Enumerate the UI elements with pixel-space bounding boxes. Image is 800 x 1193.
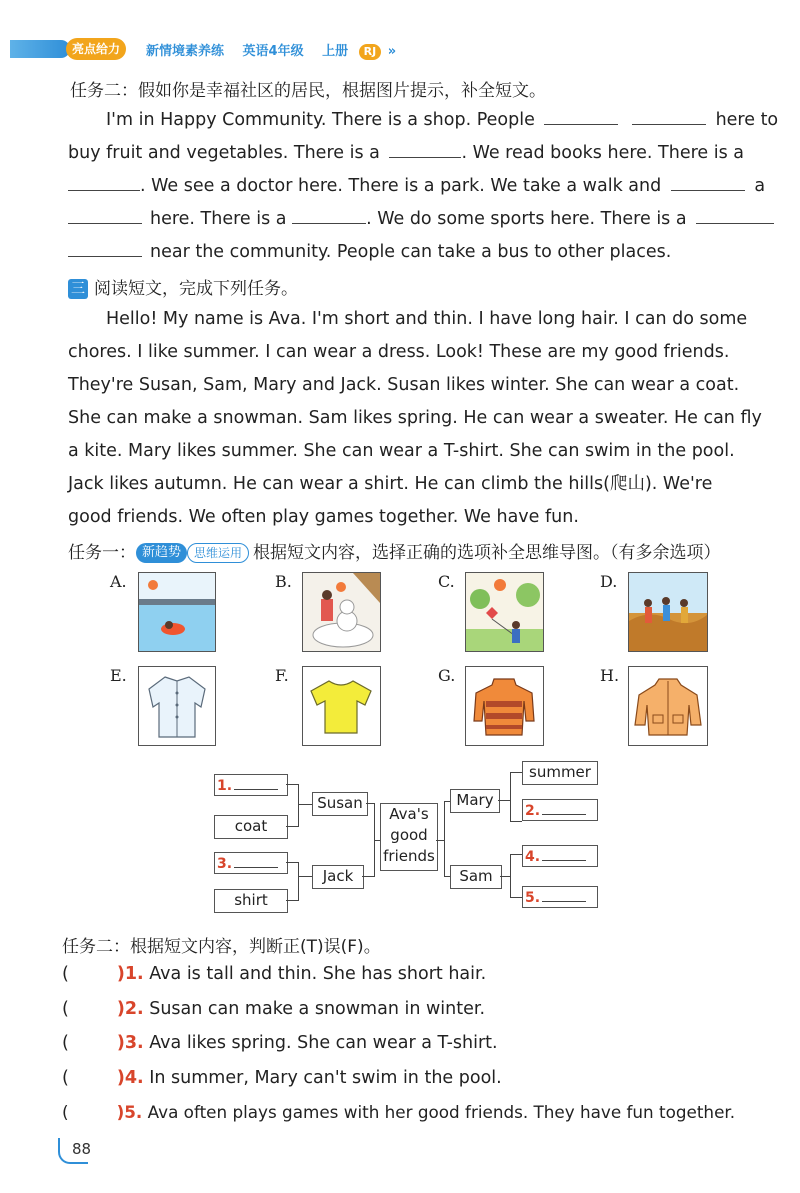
task1-title (68, 538, 721, 563)
option-picture-d[interactable] (628, 572, 708, 652)
answer-paren: ( (62, 1033, 69, 1053)
question-number: )2. (116, 999, 144, 1019)
question-row[interactable] (62, 1068, 502, 1088)
answer-line (542, 889, 586, 902)
task2-title: 任务二：假如你是幸福社区的居民，根据图片提示，补全短文。 (70, 81, 546, 101)
connector-line (366, 803, 374, 804)
mindmap-blank-1[interactable] (214, 774, 288, 796)
mindmap-shirt: shirt (214, 889, 288, 913)
blank-number: 2. (525, 803, 541, 819)
connector-line (500, 876, 510, 877)
passage-line: good friends. We often play games together. We have fun. (68, 507, 579, 527)
connector-line (286, 826, 298, 827)
question-text: Ava often plays games with her good friends. They have fun together. (147, 1102, 736, 1122)
passage-line: Jack likes autumn. He can wear a shirt. He can climb the hills(爬山). We're (68, 474, 713, 494)
blank-field[interactable] (68, 242, 142, 257)
header-series (146, 40, 410, 60)
question-text: In summer, Mary can't swim in the pool. (149, 1068, 502, 1088)
blank-number: 3. (217, 856, 233, 872)
option-label-c: C. (438, 572, 455, 591)
answer-line (234, 855, 278, 868)
mindmap-blank-4[interactable] (522, 845, 598, 867)
blank-field[interactable] (632, 110, 706, 125)
passage-line: They're Susan, Sam, Mary and Jack. Susan likes winter. She can wear a coat. (68, 375, 740, 395)
connector-line (444, 801, 445, 877)
connector-line (298, 876, 312, 877)
connector-line (362, 876, 374, 877)
connector-line (510, 897, 522, 898)
connector-line (436, 840, 444, 841)
question-number: )5. (116, 1102, 143, 1122)
question-row[interactable] (62, 999, 485, 1019)
mindmap-sam: Sam (450, 865, 502, 889)
mindmap-center (380, 803, 438, 871)
hill-climbing-image (629, 573, 707, 651)
answer-paren: ( (62, 964, 69, 984)
question-number: )3. (116, 1033, 144, 1053)
blank-field[interactable] (68, 176, 140, 191)
mindmap-blank-2[interactable] (522, 799, 598, 821)
option-picture-f[interactable] (302, 666, 381, 746)
kite-flying-image (466, 573, 543, 651)
sweater-image (466, 667, 543, 745)
connector-line (510, 821, 522, 822)
blank-number: 4. (525, 849, 541, 865)
section-number-icon: 三 (68, 279, 88, 299)
answer-paren: ( (62, 999, 69, 1019)
option-label-e: E. (110, 666, 127, 685)
connector-line (510, 854, 511, 898)
mindmap-coat: coat (214, 815, 288, 839)
answer-line (234, 777, 278, 790)
thinking-tag: 思维运用 (187, 543, 249, 563)
question-text: Ava is tall and thin. She has short hair. (149, 964, 487, 984)
option-picture-h[interactable] (628, 666, 708, 746)
option-label-f: F. (275, 666, 289, 685)
option-label-a: A. (110, 572, 127, 591)
series-name: 新情境素养练 (146, 44, 225, 59)
task1-instruction: 根据短文内容，选择正确的选项补全思维导图。（有多余选项） (253, 543, 721, 563)
brand-logo: 亮点给力 (66, 38, 126, 60)
passage-text: here. There is a (150, 209, 287, 229)
swimming-pool-image (139, 573, 215, 651)
option-picture-c[interactable] (465, 572, 544, 652)
connector-line (510, 772, 511, 822)
volume: 上册 (322, 44, 349, 59)
option-picture-g[interactable] (465, 666, 544, 746)
question-row[interactable] (62, 1102, 735, 1122)
option-picture-b[interactable] (302, 572, 381, 652)
mindmap-jack: Jack (312, 865, 364, 889)
answer-paren: ( (62, 1068, 69, 1088)
option-picture-e[interactable] (138, 666, 216, 746)
passage-text: I'm in Happy Community. There is a shop. People (106, 110, 535, 130)
blank-field[interactable] (68, 209, 142, 224)
passage-text: . We do some sports here. There is a (366, 209, 687, 229)
trend-tag: 新趋势 (136, 543, 187, 563)
t-shirt-image (303, 667, 380, 745)
question-row[interactable] (62, 1033, 498, 1053)
connector-line (298, 784, 299, 827)
mindmap-blank-5[interactable] (522, 886, 598, 908)
blank-field[interactable] (696, 209, 774, 224)
question-row[interactable] (62, 964, 486, 984)
passage-text: a (754, 176, 766, 196)
connector-line (298, 804, 312, 805)
connector-line (286, 862, 298, 863)
header-accent-bar (10, 40, 70, 58)
answer-line (542, 848, 586, 861)
blank-number: 5. (525, 890, 541, 906)
page-number: 88 (72, 1140, 92, 1158)
mindmap-blank-3[interactable] (214, 852, 288, 874)
passage-text: . We see a doctor here. There is a park. We take a walk and (140, 176, 662, 196)
blank-number: 1. (217, 778, 233, 794)
connector-line (510, 772, 522, 773)
mindmap-susan: Susan (312, 792, 368, 816)
center-line: Ava's (389, 805, 429, 823)
option-label-h: H. (600, 666, 620, 685)
blank-field[interactable] (544, 110, 618, 125)
chevron-right-icon: » (387, 44, 397, 59)
passage-text: buy fruit and vegetables. There is a (68, 143, 380, 163)
blank-field[interactable] (389, 143, 461, 158)
passage-text: here to (715, 110, 779, 130)
section3-title: 阅读短文，完成下列任务。 (94, 279, 298, 299)
shirt-image (139, 667, 215, 745)
edition-badge: RJ (359, 44, 382, 60)
passage-line: chores. I like summer. I can wear a dress. Look! These are my good friends. (68, 342, 730, 362)
passage-text: near the community. People can take a bus to other places. (150, 242, 672, 262)
reading-passage (68, 303, 768, 534)
mindmap-summer: summer (522, 761, 598, 785)
option-label-d: D. (600, 572, 618, 591)
question-number: )1. (116, 964, 144, 984)
connector-line (510, 854, 522, 855)
passage-text: . We read books here. There is a (461, 143, 744, 163)
connector-line (498, 800, 510, 801)
passage-line: a kite. Mary likes summer. She can wear a T-shirt. She can swim in the pool. (68, 441, 735, 461)
question-text: Ava likes spring. She can wear a T-shirt. (149, 1033, 498, 1053)
center-line: friends (383, 847, 435, 865)
passage-line: Hello! My name is Ava. I'm short and thin. I have long hair. I can do some (106, 309, 748, 329)
answer-paren: ( (62, 1102, 69, 1122)
option-label-b: B. (275, 572, 292, 591)
option-picture-a[interactable] (138, 572, 216, 652)
connector-line (286, 784, 298, 785)
blank-field[interactable] (292, 209, 366, 224)
section3-heading (68, 274, 298, 299)
task1-prefix: 任务一： (68, 543, 136, 563)
mindmap-mary: Mary (450, 789, 500, 813)
passage-line: She can make a snowman. Sam likes spring. He can wear a sweater. He can fly (68, 408, 762, 428)
connector-line (298, 862, 299, 901)
coat-image (629, 667, 707, 745)
blank-field[interactable] (671, 176, 745, 191)
task2b-title: 任务二：根据短文内容，判断正(T)误(F)。 (62, 937, 381, 957)
connector-line (286, 900, 298, 901)
community-passage (68, 104, 779, 269)
question-number: )4. (116, 1068, 144, 1088)
center-line: good (390, 826, 428, 844)
answer-line (542, 802, 586, 815)
subject-grade: 英语4年级 (242, 44, 304, 59)
option-label-g: G. (438, 666, 456, 685)
snowman-image (303, 573, 380, 651)
question-text: Susan can make a snowman in winter. (149, 999, 486, 1019)
